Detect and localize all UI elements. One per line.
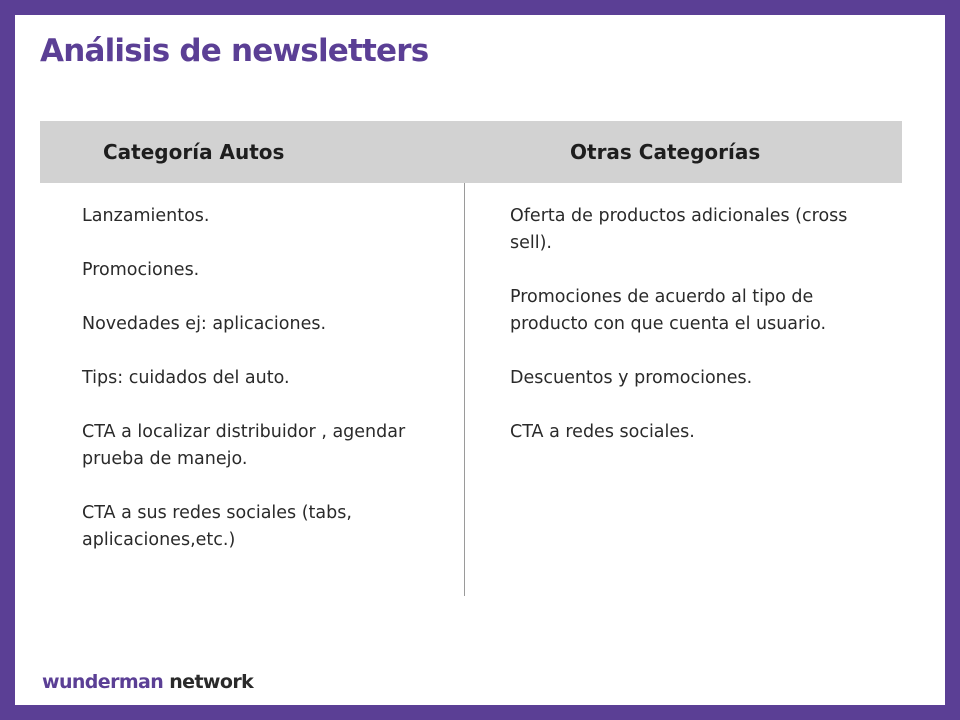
list-item: Oferta de productos adicionales (cross sell). (510, 206, 848, 253)
column-header-band (40, 121, 902, 183)
slide-title: Análisis de newsletters (40, 33, 429, 69)
list-item: Tips: cuidados del auto. (82, 368, 290, 388)
otras-list (510, 203, 880, 473)
list-item: Novedades ej: aplicaciones. (82, 314, 327, 334)
list-item: CTA a sus redes sociales (tabs, aplicaciones,etc.) (82, 503, 352, 550)
list-item: Promociones. (82, 260, 200, 280)
column-header-otras: Otras Categorías (570, 140, 761, 164)
column-divider (464, 183, 465, 596)
autos-list (82, 203, 432, 581)
list-item: Lanzamientos. (82, 206, 210, 226)
logo-wunderman: wunderman (42, 671, 164, 693)
list-item: CTA a localizar distribuidor , agendar prueba de manejo. (82, 422, 406, 469)
logo-network: network (163, 671, 254, 693)
wunderman-network-logo (42, 671, 253, 693)
list-item: Promociones de acuerdo al tipo de producto con que cuenta el usuario. (510, 287, 827, 334)
list-item: Descuentos y promociones. (510, 368, 753, 388)
slide (15, 15, 945, 705)
column-header-autos: Categoría Autos (103, 140, 285, 164)
list-item: CTA a redes sociales. (510, 422, 695, 442)
